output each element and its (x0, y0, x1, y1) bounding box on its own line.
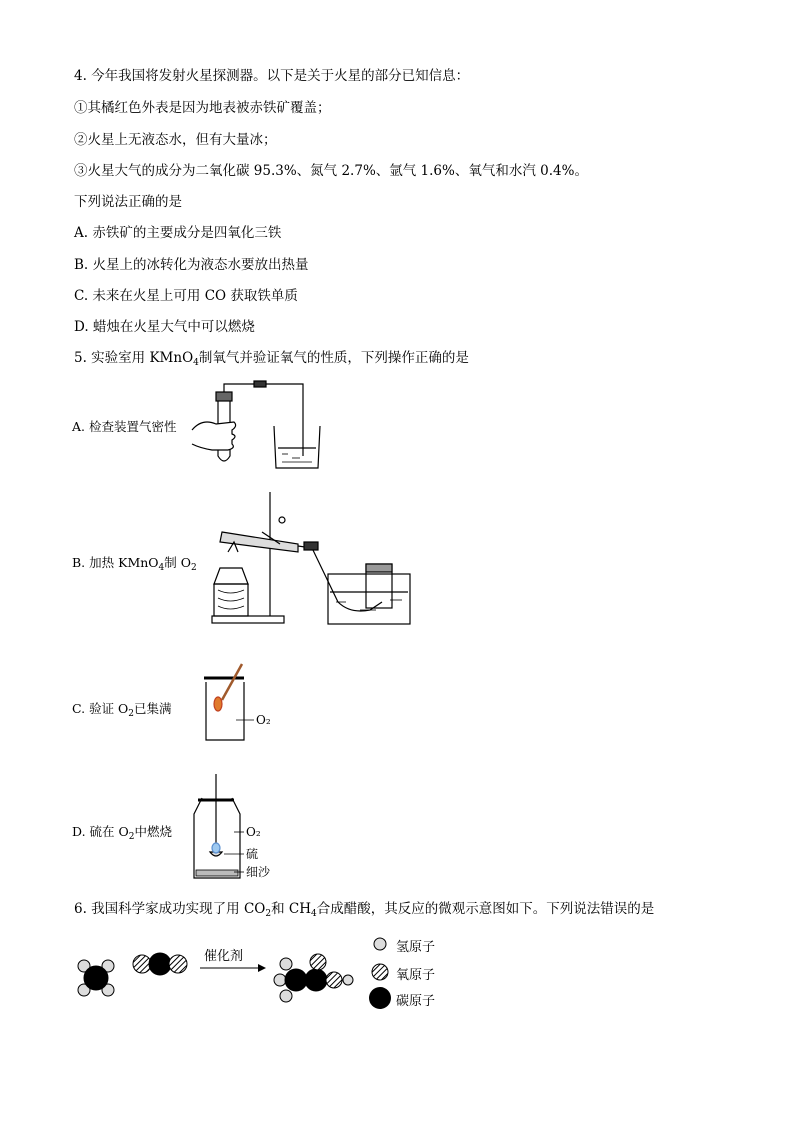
q6-stem-sub1: 2 (265, 909, 272, 919)
figure-verify-o2-full (198, 660, 288, 742)
q5-optb-sub1: 4 (158, 563, 165, 573)
q5-stem-sub: 4 (193, 358, 199, 368)
q5-stem-pre: 5. 实验室用 KMnO (74, 350, 194, 366)
q6-stem-pre: 6. 我国科学家成功实现了用 CO (74, 901, 266, 917)
q5-optb-pre: B. 加热 KMnO (72, 555, 159, 570)
q4-option-b: B. 火星上的冰转化为液态水要放出热量 (74, 257, 309, 273)
q5-optc-sub: 2 (128, 709, 135, 719)
q4-option-c: C. 未来在火星上可用 CO 获取铁单质 (74, 288, 298, 304)
q4-info-1: ①其橘红色外表是因为地表被赤铁矿覆盖； (74, 100, 331, 116)
acetic-acid-molecule (274, 954, 353, 1002)
figd-label-o2: O₂ (246, 825, 261, 839)
q5-optd-sub: 2 (128, 832, 135, 842)
oxygen-atom-icon (372, 964, 388, 980)
hydrogen-atom-icon (374, 938, 386, 950)
q5-optd-pre: D. 硫在 O (72, 824, 129, 839)
q4-option-d: D. 蜡烛在火星大气中可以燃烧 (74, 319, 255, 335)
atom-legend-icons (370, 934, 390, 1010)
q4-info-2: ②火星上无液态水，但有大量冰； (74, 132, 277, 148)
figure-reaction-diagram (70, 940, 370, 1012)
q5-optd-post: 中燃烧 (134, 824, 172, 839)
co2-molecule (133, 953, 187, 975)
figure-sulfur-burning (190, 774, 300, 884)
q6-stem-sub2: 4 (311, 909, 317, 919)
q5-option-b (72, 553, 197, 573)
catalyst-label: 催化剂 (204, 949, 244, 964)
q5-optb-mid: 制 O (164, 555, 192, 570)
q5-option-d (72, 822, 172, 842)
q5-optc-post: 已集满 (134, 701, 172, 716)
legend-carbon: 碳原子 (396, 994, 436, 1009)
q4-question: 下列说法正确的是 (74, 194, 182, 210)
q5-optb-sub2: 2 (191, 563, 197, 573)
q4-option-a: A. 赤铁矿的主要成分是四氧化三铁 (74, 225, 282, 241)
legend-oxygen: 氧原子 (396, 968, 436, 983)
figd-label-sulfur: 硫 (246, 847, 259, 861)
q6-stem-mid: 和 CH (271, 901, 312, 917)
figure-airtightness-check (188, 378, 318, 473)
figc-label-o2: O₂ (256, 713, 271, 727)
q4-stem: 4. 今年我国将发射火星探测器。以下是关于火星的部分已知信息： (74, 68, 470, 84)
q6-stem (74, 899, 654, 924)
q5-option-c (72, 699, 172, 719)
q4-info-3: ③火星大气的成分为二氧化碳 95.3%、氮气 2.7%、氩气 1.6%、氧气和水汽 0.4%。 (74, 163, 588, 179)
figure-heating-kmno4 (210, 492, 416, 628)
q5-option-a: A. 检查装置气密性 (72, 419, 177, 434)
q5-stem-post: 制氧气并验证氧气的性质，下列操作正确的是 (198, 350, 469, 366)
q5-stem (74, 348, 469, 373)
q5-optc-pre: C. 验证 O (72, 701, 129, 716)
q6-stem-post: 合成醋酸，其反应的微观示意图如下。下列说法错误的是 (316, 901, 655, 917)
methane-molecule (78, 960, 114, 996)
carbon-atom-icon (369, 987, 391, 1009)
legend-hydrogen: 氢原子 (396, 940, 436, 955)
figd-label-sand: 细沙 (246, 865, 271, 879)
